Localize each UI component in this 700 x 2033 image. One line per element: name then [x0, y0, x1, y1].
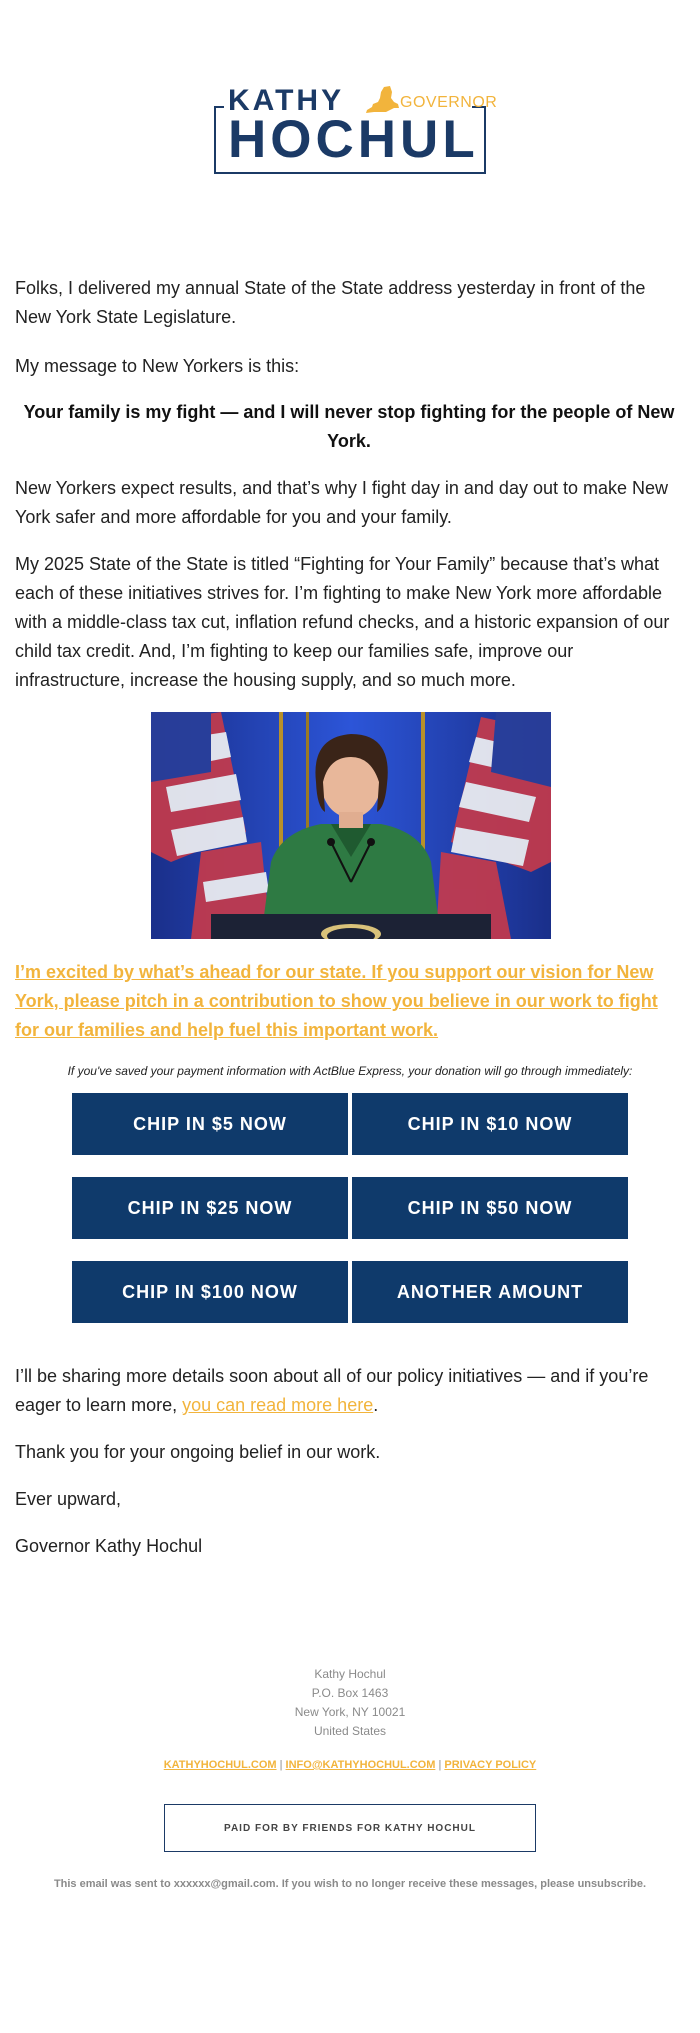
- donation-appeal-link[interactable]: I’m excited by what’s ahead for our state. If you support our vision for New York, please pitch in a contribution to show you believe in our work to fight for our families and help fuel this important work.: [15, 962, 658, 1040]
- donate-5-button[interactable]: CHIP IN $5 NOW: [72, 1093, 348, 1155]
- logo-last-name: HOCHUL: [228, 110, 479, 169]
- paragraph-results: New Yorkers expect results, and that’s why I fight day in and day out to make New York safer and more affordable for you and your family.: [15, 478, 669, 527]
- campaign-logo[interactable]: [214, 84, 498, 174]
- paragraph-policy: I’ll be sharing more details soon about all of our policy initiatives — and if you’re eager to learn more, you can read more here.: [15, 1366, 649, 1415]
- footer-po-box: P.O. Box 1463: [311, 1686, 389, 1700]
- paragraph-message: My message to New Yorkers is this:: [15, 356, 300, 376]
- governor-photo: [151, 712, 551, 939]
- read-more-link[interactable]: you can read more here: [182, 1395, 374, 1415]
- footer-city: New York, NY 10021: [294, 1705, 406, 1719]
- logo-title: GOVERNOR: [400, 94, 498, 111]
- headline-quote: Your family is my fight — and I will never stop fighting for the people of New York.: [23, 402, 675, 451]
- footer-links: KATHYHOCHUL.COM | INFO@KATHYHOCHUL.COM | PRIVACY POLICY: [163, 1759, 537, 1771]
- donate-100-button[interactable]: CHIP IN $100 NOW: [72, 1261, 348, 1323]
- footer-country: United States: [313, 1724, 387, 1738]
- signature: Governor Kathy Hochul: [15, 1536, 203, 1556]
- unsubscribe-notice[interactable]: This email was sent to xxxxxx@gmail.com. If you wish to no longer receive these messages, please unsubscribe.: [53, 1878, 647, 1890]
- logo-first-name: KATHY: [228, 84, 345, 117]
- footer-name: Kathy Hochul: [314, 1667, 386, 1681]
- donate-other-amount-button[interactable]: ANOTHER AMOUNT: [352, 1261, 628, 1323]
- site-link[interactable]: KATHYHOCHUL.COM: [163, 1759, 277, 1771]
- paid-for-disclaimer: PAID FOR BY FRIENDS FOR KATHY HOCHUL: [164, 1804, 536, 1852]
- actblue-express-note: If you've saved your payment information with ActBlue Express, your donation will go through immediately:: [67, 1064, 633, 1078]
- donate-25-button[interactable]: CHIP IN $25 NOW: [72, 1177, 348, 1239]
- paragraph-thanks: Thank you for your ongoing belief in our work.: [15, 1442, 381, 1462]
- donate-10-button[interactable]: CHIP IN $10 NOW: [352, 1093, 628, 1155]
- privacy-policy-link[interactable]: PRIVACY POLICY: [444, 1759, 537, 1771]
- paragraph-initiatives: My 2025 State of the State is titled “Fighting for Your Family” because that’s what each of these initiatives strives for. I’m fighting to make New York more affordable with a middle-class tax cut, inflation refund checks, and a historic expansion of our child tax credit. And, I’m fighting to keep our families safe, improve our infrastructure, increase the housing supply, and so much more.: [15, 554, 670, 690]
- donate-50-button[interactable]: CHIP IN $50 NOW: [352, 1177, 628, 1239]
- paragraph-intro: Folks, I delivered my annual State of the State address yesterday in front of the New York State Legislature.: [15, 278, 646, 327]
- signoff: Ever upward,: [15, 1489, 122, 1509]
- email-link[interactable]: INFO@KATHYHOCHUL.COM: [285, 1759, 436, 1771]
